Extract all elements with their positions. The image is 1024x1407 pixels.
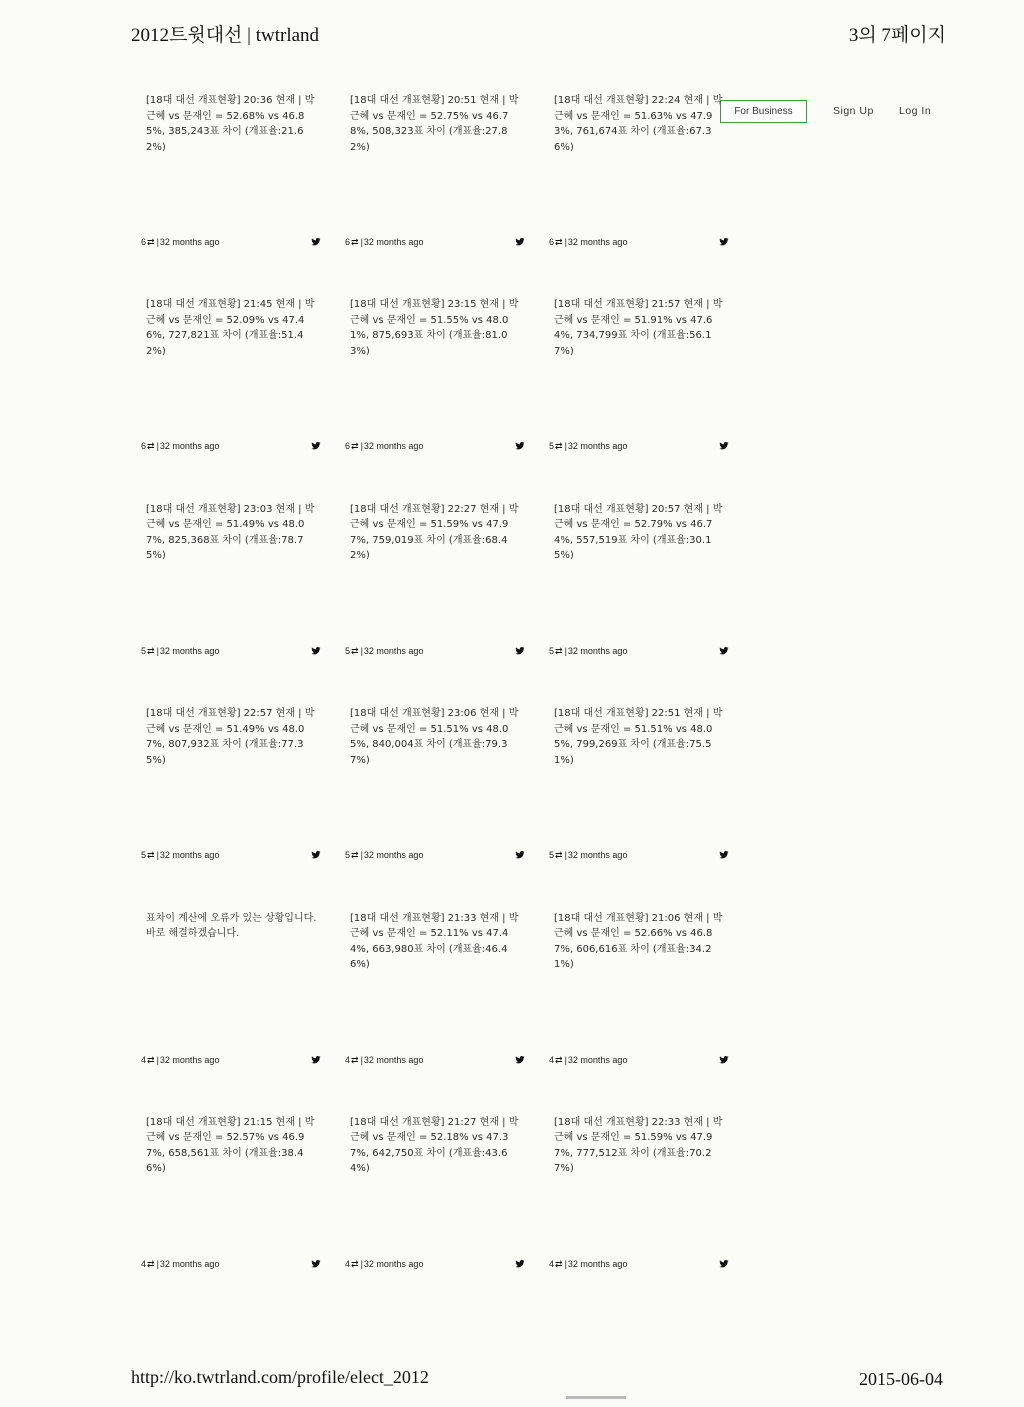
retweet-count: 5 xyxy=(549,645,555,656)
tweet-text: [18대 대선 개표현황] 23:15 현재 | 박근혜 vs 문재인 = 51.55% vs 48.01%, 875,693표 차이 (개표율:81.03%) xyxy=(350,299,519,357)
twitter-bird-icon[interactable] xyxy=(515,237,525,247)
meta-separator: | xyxy=(564,237,567,247)
meta-separator: | xyxy=(564,1258,567,1269)
tweet-time: 32 months ago xyxy=(363,1054,424,1065)
meta-separator: | xyxy=(156,1258,159,1269)
tweet-card xyxy=(549,911,743,1115)
twitter-bird-icon[interactable] xyxy=(311,646,321,656)
tweet-meta xyxy=(141,1055,325,1067)
tweet-card xyxy=(549,1115,743,1319)
tweet-text: [18대 대선 개표현황] 22:51 현재 | 박근혜 vs 문재인 = 51.51% vs 48.05%, 799,269표 차이 (개표율:75.51%) xyxy=(554,708,723,766)
retweet-icon: ⇄ xyxy=(351,645,359,656)
retweet-count: 5 xyxy=(549,850,555,861)
meta-separator: | xyxy=(360,645,363,656)
meta-separator: | xyxy=(360,441,363,452)
tweet-meta xyxy=(549,646,733,658)
meta-separator: | xyxy=(564,1054,567,1065)
retweet-icon: ⇄ xyxy=(555,850,563,861)
twitter-bird-icon[interactable] xyxy=(311,850,321,860)
tweet-time: 32 months ago xyxy=(363,237,424,247)
retweet-icon: ⇄ xyxy=(351,850,359,861)
tweet-time: 32 months ago xyxy=(567,441,628,452)
meta-separator: | xyxy=(360,850,363,861)
tweet-time: 32 months ago xyxy=(567,645,628,656)
tweet-time: 32 months ago xyxy=(363,1258,424,1269)
tweet-card xyxy=(549,502,743,706)
tweet-time: 32 months ago xyxy=(159,441,220,452)
twitter-bird-icon[interactable] xyxy=(311,237,321,247)
tweet-meta xyxy=(549,237,733,249)
tweet-card xyxy=(141,93,335,297)
tweet-text: [18대 대선 개표현황] 21:27 현재 | 박근혜 vs 문재인 = 52.18% vs 47.37%, 642,750표 차이 (개표율:43.64%) xyxy=(350,1116,519,1175)
meta-separator: | xyxy=(156,850,159,861)
retweet-count: 4 xyxy=(345,1258,351,1269)
meta-separator: | xyxy=(564,645,567,656)
tweet-meta xyxy=(345,441,529,453)
tweet-meta xyxy=(141,646,325,658)
tweet-text: [18대 대선 개표현황] 22:33 현재 | 박근혜 vs 문재인 = 51.59% vs 47.97%, 777,512표 차이 (개표율:70.27%) xyxy=(554,1116,723,1175)
retweet-count: 4 xyxy=(141,1258,147,1269)
tweet-meta xyxy=(141,441,325,453)
tweet-time: 32 months ago xyxy=(159,645,220,656)
tweet-time: 32 months ago xyxy=(159,850,220,861)
tweet-time: 32 months ago xyxy=(567,1054,628,1065)
tweet-meta xyxy=(141,850,325,862)
tweet-card xyxy=(345,297,539,501)
retweet-count: 4 xyxy=(549,1258,555,1269)
tweet-text: [18대 대선 개표현황] 20:51 현재 | 박근혜 vs 문재인 = 52.75% vs 46.78%, 508,323표 차이 (개표율:27.82%) xyxy=(350,95,519,153)
tweet-time: 32 months ago xyxy=(159,237,220,247)
retweet-count: 5 xyxy=(141,850,147,861)
print-footer-url: http://ko.twtrland.com/profile/elect_2012 xyxy=(131,1367,429,1387)
retweet-count: 5 xyxy=(345,645,351,656)
tweet-time: 32 months ago xyxy=(363,441,424,452)
tweet-text: [18대 대선 개표현황] 20:36 현재 | 박근혜 vs 문재인 = 52.68% vs 46.85%, 385,243표 차이 (개표율:21.62%) xyxy=(146,95,315,153)
tweet-text: [18대 대선 개표현황] 22:27 현재 | 박근혜 vs 문재인 = 51.59% vs 47.97%, 759,019표 차이 (개표율:68.42%) xyxy=(350,503,519,562)
retweet-icon: ⇄ xyxy=(351,441,359,452)
twitter-bird-icon[interactable] xyxy=(515,646,525,656)
tweet-card xyxy=(141,502,335,706)
tweet-meta xyxy=(549,1055,733,1067)
retweet-icon: ⇄ xyxy=(147,441,155,452)
log-in-link[interactable]: Log In xyxy=(899,105,932,117)
retweet-icon: ⇄ xyxy=(555,237,563,247)
twitter-bird-icon[interactable] xyxy=(515,850,525,860)
retweet-icon: ⇄ xyxy=(555,645,563,656)
twitter-bird-icon[interactable] xyxy=(515,1055,525,1065)
tweet-text: [18대 대선 개표현황] 23:06 현재 | 박근혜 vs 문재인 = 51.51% vs 48.05%, 840,004표 차이 (개표율:79.37%) xyxy=(350,708,519,766)
tweet-meta xyxy=(345,850,529,862)
tweet-meta xyxy=(345,237,529,249)
tweet-text: [18대 대선 개표현황] 21:15 현재 | 박근혜 vs 문재인 = 52.57% vs 46.97%, 658,561표 차이 (개표율:38.46%) xyxy=(146,1116,315,1175)
twitter-bird-icon[interactable] xyxy=(719,850,729,860)
tweet-card xyxy=(549,93,743,297)
tweet-text: 표차이 계산에 오류가 있는 상황입니다. 바로 해결하겠습니다. xyxy=(146,912,317,940)
tweet-text: [18대 대선 개표현황] 21:33 현재 | 박근혜 vs 문재인 = 52.11% vs 47.44%, 663,980표 차이 (개표율:46.46%) xyxy=(350,912,519,971)
tweet-meta xyxy=(141,1259,325,1271)
twitter-bird-icon[interactable] xyxy=(311,1259,321,1269)
tweet-card xyxy=(141,706,335,910)
retweet-count: 6 xyxy=(549,237,555,247)
retweet-count: 6 xyxy=(345,441,351,452)
retweet-icon: ⇄ xyxy=(147,1054,155,1065)
for-business-button[interactable]: For Business xyxy=(720,100,807,123)
tweet-time: 32 months ago xyxy=(567,850,628,861)
tweet-card xyxy=(345,911,539,1115)
tweet-card xyxy=(345,1115,539,1319)
print-footer-date: 2015-06-04 xyxy=(859,1369,943,1389)
retweet-count: 4 xyxy=(549,1054,555,1065)
meta-separator: | xyxy=(156,237,159,247)
tweet-time: 32 months ago xyxy=(567,1258,628,1269)
retweet-icon: ⇄ xyxy=(351,1054,359,1065)
twitter-bird-icon[interactable] xyxy=(311,441,321,451)
tweet-meta xyxy=(549,1259,733,1271)
retweet-icon: ⇄ xyxy=(351,1258,359,1269)
tweet-meta xyxy=(345,1259,529,1271)
tweet-card xyxy=(141,1115,335,1319)
tweet-card xyxy=(549,297,743,501)
top-nav xyxy=(720,100,950,124)
tweet-meta xyxy=(549,441,733,453)
twitter-bird-icon[interactable] xyxy=(311,1055,321,1065)
twitter-bird-icon[interactable] xyxy=(719,646,729,656)
retweet-icon: ⇄ xyxy=(147,645,155,656)
tweet-text: [18대 대선 개표현황] 22:57 현재 | 박근혜 vs 문재인 = 51.49% vs 48.07%, 807,932표 차이 (개표율:77.35%) xyxy=(146,708,315,766)
meta-separator: | xyxy=(156,1054,159,1065)
meta-separator: | xyxy=(360,237,363,247)
tweet-card xyxy=(141,911,335,1115)
retweet-icon: ⇄ xyxy=(555,441,563,452)
tweet-meta xyxy=(345,1055,529,1067)
tweet-time: 32 months ago xyxy=(567,237,628,247)
retweet-icon: ⇄ xyxy=(147,1258,155,1269)
tweet-card xyxy=(141,297,335,501)
retweet-count: 6 xyxy=(345,237,351,247)
sign-up-link[interactable]: Sign Up xyxy=(833,105,874,117)
retweet-icon: ⇄ xyxy=(555,1258,563,1269)
retweet-count: 6 xyxy=(141,237,147,247)
twitter-bird-icon[interactable] xyxy=(515,441,525,451)
tweet-text: [18대 대선 개표현황] 21:06 현재 | 박근혜 vs 문재인 = 52.66% vs 46.87%, 606,616표 차이 (개표율:34.21%) xyxy=(554,912,723,971)
retweet-count: 5 xyxy=(141,645,147,656)
tweet-card xyxy=(345,502,539,706)
meta-separator: | xyxy=(156,441,159,452)
tweet-card xyxy=(549,706,743,910)
tweet-card xyxy=(345,93,539,297)
tweet-meta xyxy=(345,646,529,658)
twitter-bird-icon[interactable] xyxy=(515,1259,525,1269)
meta-separator: | xyxy=(360,1258,363,1269)
twitter-bird-icon[interactable] xyxy=(719,441,729,451)
tweet-grid xyxy=(141,93,741,1283)
tweet-meta xyxy=(141,237,325,249)
retweet-count: 4 xyxy=(345,1054,351,1065)
meta-separator: | xyxy=(360,1054,363,1065)
retweet-count: 5 xyxy=(345,850,351,861)
tweet-text: [18대 대선 개표현황] 22:24 현재 | 박근혜 vs 문재인 = 51.63% vs 47.93%, 761,674표 차이 (개표율:67.36%) xyxy=(554,95,723,153)
print-header-title: 2012트윗대선 | twtrland xyxy=(131,25,320,46)
print-page-number: 3의 7페이지 xyxy=(848,25,946,46)
meta-separator: | xyxy=(156,645,159,656)
retweet-icon: ⇄ xyxy=(147,850,155,861)
meta-separator: | xyxy=(564,850,567,861)
retweet-icon: ⇄ xyxy=(351,237,359,247)
retweet-icon: ⇄ xyxy=(147,237,155,247)
tweet-time: 32 months ago xyxy=(363,850,424,861)
retweet-count: 5 xyxy=(549,441,555,452)
retweet-icon: ⇄ xyxy=(555,1054,563,1065)
tweet-time: 32 months ago xyxy=(363,645,424,656)
tweet-text: [18대 대선 개표현황] 20:57 현재 | 박근혜 vs 문재인 = 52.79% vs 46.74%, 557,519표 차이 (개표율:30.15%) xyxy=(554,503,723,562)
meta-separator: | xyxy=(564,441,567,452)
tweet-meta xyxy=(549,850,733,862)
twitter-bird-icon[interactable] xyxy=(719,1055,729,1065)
tweet-card xyxy=(345,706,539,910)
twitter-bird-icon[interactable] xyxy=(719,237,729,247)
tweet-text: [18대 대선 개표현황] 21:57 현재 | 박근혜 vs 문재인 = 51.91% vs 47.64%, 734,799표 차이 (개표율:56.17%) xyxy=(554,299,723,357)
retweet-count: 6 xyxy=(141,441,147,452)
tweet-text: [18대 대선 개표현황] 23:03 현재 | 박근혜 vs 문재인 = 51.49% vs 48.07%, 825,368표 차이 (개표율:78.75%) xyxy=(146,503,315,562)
twitter-bird-icon[interactable] xyxy=(719,1259,729,1269)
tweet-text: [18대 대선 개표현황] 21:45 현재 | 박근혜 vs 문재인 = 52.09% vs 47.46%, 727,821표 차이 (개표율:51.42%) xyxy=(146,299,315,357)
scan-smudge xyxy=(566,1396,626,1399)
tweet-time: 32 months ago xyxy=(159,1054,220,1065)
retweet-count: 4 xyxy=(141,1054,147,1065)
tweet-time: 32 months ago xyxy=(159,1258,220,1269)
